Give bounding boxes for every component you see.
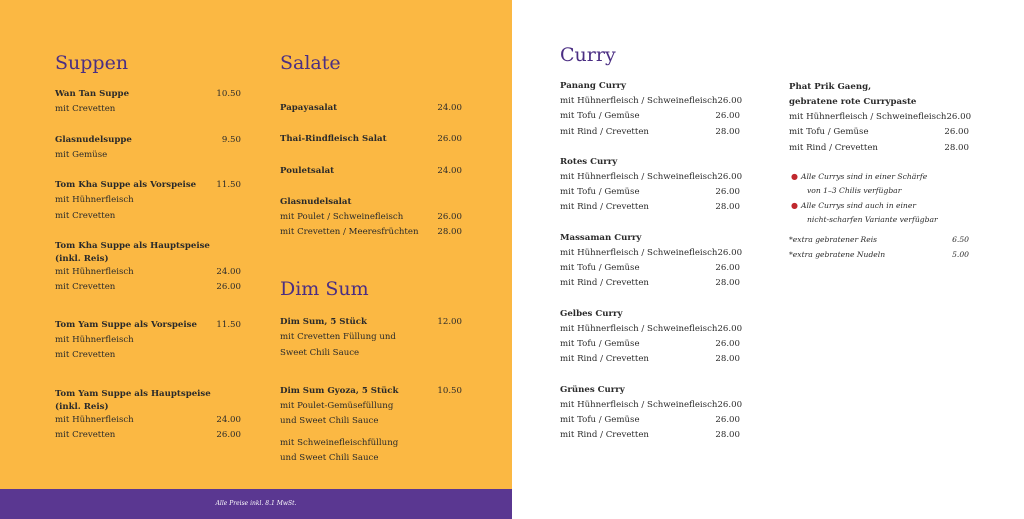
menu-item — [280, 384, 462, 466]
item-option: mit Hühnerfleisch / Schweinefleisch — [560, 171, 718, 182]
item-price: 26.00 — [717, 323, 743, 334]
item-price: 11.50 — [216, 319, 241, 330]
item-option: mit Poulet / Schweinefleisch — [280, 211, 404, 222]
curry-section — [560, 44, 743, 443]
item-price: 26.00 — [715, 187, 740, 198]
item-option: mit Hühnerfleisch / Schweinefleisch — [560, 399, 718, 410]
item-option: mit Tofu / Gemüse — [560, 414, 640, 425]
item-option: mit Crevetten Füllung und — [280, 332, 396, 343]
item-name: gebratene rote Currypaste — [789, 97, 917, 107]
right-page — [512, 0, 1024, 519]
phat-prik-section — [789, 80, 972, 263]
item-price: 28.00 — [715, 126, 740, 137]
extra-price: 5.00 — [952, 250, 969, 260]
dimsum-section — [280, 278, 462, 466]
menu-item — [560, 307, 743, 368]
menu-item — [55, 178, 241, 224]
menu-item — [560, 383, 743, 444]
note-text: von 1–3 Chilis verfügbar — [807, 186, 902, 196]
item-price: 12.00 — [437, 317, 462, 327]
item-name: Papayasalat — [280, 103, 338, 113]
menu-item — [280, 101, 462, 116]
item-name: Glasnudelsalat — [280, 196, 352, 207]
item-price: 28.00 — [715, 430, 740, 441]
item-name: Tom Yam Suppe als Hauptspeise — [55, 388, 211, 399]
extras-list — [789, 232, 969, 263]
menu-item — [280, 132, 462, 147]
extra-price: 6.50 — [952, 234, 969, 244]
item-price: 26.00 — [715, 111, 740, 122]
extra-label: *extra gebratene Nudeln — [789, 250, 886, 260]
item-name-note: (inkl. Reis) — [55, 254, 109, 265]
menu-item — [55, 133, 241, 164]
item-option: mit Tofu / Gemüse — [789, 127, 869, 138]
item-price: 26.00 — [715, 263, 740, 274]
item-option: mit Rind / Crevetten — [560, 278, 649, 289]
item-name: Wan Tan Suppe — [55, 89, 130, 99]
item-name: Gelbes Curry — [560, 308, 623, 319]
item-price: 28.00 — [715, 202, 740, 213]
note-text: nicht-scharfen Variante verfügbar — [807, 215, 938, 225]
menu-item — [560, 155, 743, 216]
item-option: mit Tofu / Gemüse — [560, 111, 640, 122]
dimsum-title: Dim Sum — [280, 278, 369, 300]
item-price: 28.00 — [437, 227, 462, 238]
item-option: und Sweet Chili Sauce — [280, 453, 379, 464]
item-option: mit Tofu / Gemüse — [560, 263, 640, 274]
item-price: 26.00 — [717, 247, 743, 258]
item-option: mit Tofu / Gemüse — [560, 338, 640, 349]
item-price: 26.00 — [944, 127, 969, 138]
item-option: mit Rind / Crevetten — [560, 430, 649, 441]
item-option: mit Crevetten — [55, 210, 116, 221]
item-name: Glasnudelsuppe — [55, 134, 132, 145]
item-price: 11.50 — [216, 180, 241, 191]
item-option: mit Rind / Crevetten — [789, 142, 878, 153]
menu-item — [560, 231, 743, 292]
note-text: Alle Currys sind auch in einer — [801, 200, 916, 210]
item-option: mit Hühnerfleisch — [55, 195, 134, 206]
item-price: 28.00 — [715, 278, 740, 289]
item-price: 26.00 — [715, 338, 740, 349]
item-option: mit Schweinefleischfüllung — [280, 437, 399, 448]
chili-icon: ● — [791, 200, 798, 210]
menu-item — [55, 318, 241, 364]
price-footer: Alle Preise inkl. 8.1 MwSt. — [0, 489, 512, 519]
item-name: Grünes Curry — [560, 384, 625, 395]
item-price: 26.00 — [717, 96, 743, 106]
suppen-title: Suppen — [55, 52, 129, 74]
item-name: Rotes Curry — [560, 156, 618, 167]
item-option: mit Rind / Crevetten — [560, 202, 649, 213]
item-price: 26.00 — [717, 171, 743, 182]
item-name: Massaman Curry — [560, 232, 642, 243]
item-name: Tom Kha Suppe als Hauptspeise — [55, 241, 210, 252]
item-price: 9.50 — [221, 134, 241, 145]
menu-item — [280, 315, 462, 361]
item-price: 10.50 — [216, 89, 241, 99]
item-option: mit Crevetten — [55, 282, 116, 293]
item-price: 26.00 — [715, 414, 740, 425]
item-option: mit Crevetten — [55, 350, 116, 361]
item-option: Sweet Chili Sauce — [280, 347, 360, 358]
chili-icon: ● — [791, 171, 798, 181]
menu-item — [55, 239, 241, 296]
item-price: 26.00 — [216, 429, 241, 440]
item-price: 28.00 — [715, 354, 740, 365]
menu-item — [55, 387, 241, 444]
item-price: 26.00 — [946, 112, 972, 122]
item-price: 28.00 — [944, 142, 969, 153]
item-price: 24.00 — [216, 267, 241, 278]
item-option: und Sweet Chili Sauce — [280, 416, 379, 427]
item-option: mit Hühnerfleisch — [55, 414, 134, 425]
item-option: mit Rind / Crevetten — [560, 354, 649, 365]
menu-item — [280, 164, 462, 179]
menu-item — [280, 195, 462, 241]
item-option: mit Hühnerfleisch — [55, 267, 134, 278]
salate-title: Salate — [280, 52, 341, 74]
item-option: mit Hühnerfleisch / Schweinefleisch — [560, 247, 718, 258]
item-name: Dim Sum Gyoza, 5 Stück — [280, 385, 399, 396]
item-option: mit Poulet-Gemüsefüllung — [280, 401, 394, 412]
item-price: 26.00 — [216, 282, 241, 293]
item-price: 26.00 — [437, 211, 462, 222]
item-name: Panang Curry — [560, 81, 627, 91]
note-text: Alle Currys sind in einer Schärfe — [801, 171, 928, 181]
item-option: mit Hühnerfleisch / Schweinefleisch — [789, 112, 947, 122]
suppen-section — [55, 52, 241, 443]
spice-notes — [789, 170, 969, 228]
item-price: 24.00 — [437, 103, 462, 113]
item-option: mit Hühnerfleisch — [55, 334, 134, 345]
item-option: mit Crevetten — [55, 104, 116, 115]
item-name: Pouletsalat — [280, 165, 335, 176]
item-price: 26.00 — [717, 399, 743, 410]
item-price: 10.50 — [437, 385, 462, 396]
item-name-note: (inkl. Reis) — [55, 401, 109, 412]
item-option: mit Hühnerfleisch / Schweinefleisch — [560, 323, 718, 334]
item-name: Dim Sum, 5 Stück — [280, 317, 367, 327]
item-name: Phat Prik Gaeng, — [789, 82, 872, 92]
item-name: Thai-Rindfleisch Salat — [280, 134, 387, 145]
item-option: mit Hühnerfleisch / Schweinefleisch — [560, 96, 718, 106]
item-price: 24.00 — [216, 414, 241, 425]
item-option: mit Gemüse — [55, 149, 108, 160]
item-name: Tom Yam Suppe als Vorspeise — [55, 319, 197, 330]
item-price: 24.00 — [437, 165, 462, 176]
salate-section — [280, 52, 462, 240]
extra-label: *extra gebratener Reis — [789, 234, 878, 244]
item-price: 26.00 — [437, 134, 462, 145]
item-name: Tom Kha Suppe als Vorspeise — [55, 180, 197, 191]
menu-item — [55, 87, 241, 118]
item-option: mit Crevetten / Meeresfrüchten — [280, 227, 419, 238]
item-option: mit Rind / Crevetten — [560, 126, 649, 137]
curry-title: Curry — [560, 44, 616, 66]
item-option: mit Crevetten — [55, 429, 116, 440]
item-option: mit Tofu / Gemüse — [560, 187, 640, 198]
menu-item — [560, 79, 743, 140]
